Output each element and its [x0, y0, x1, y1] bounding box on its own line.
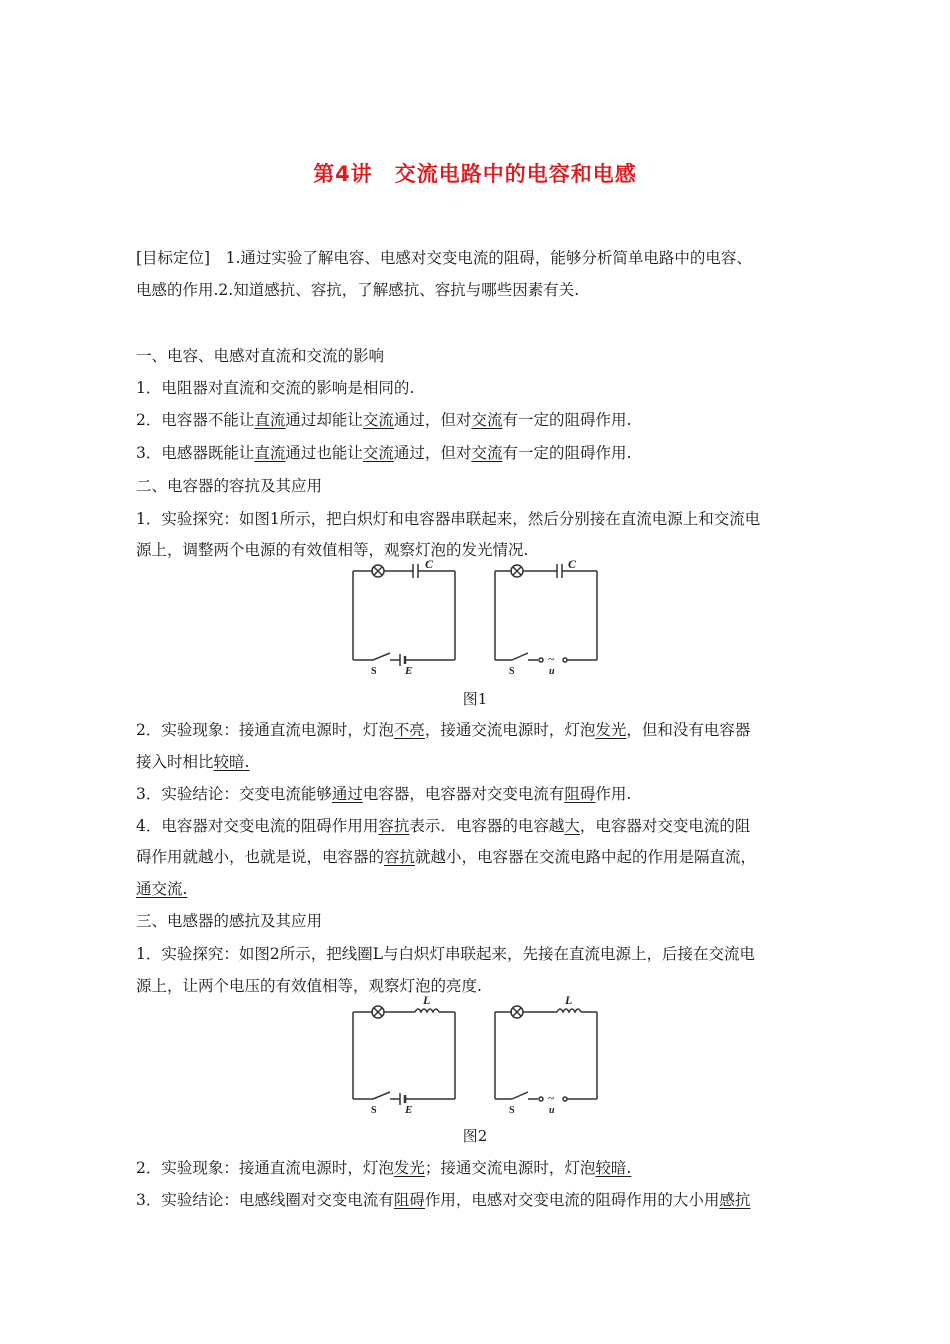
- switch-label: S: [509, 666, 515, 676]
- s3-item-3: 3．实验结论：电感线圈对交变电流有阻碍作用，电感对交变电流的阻碍作用的大小用感抗: [136, 1191, 751, 1209]
- s1-item-1: 1．电阻器对直流和交流的影响是相同的.: [136, 379, 415, 397]
- inductor-label: L: [565, 993, 573, 1007]
- battery-label: E: [405, 665, 413, 676]
- s3-item-1-line-2: 源上，让两个电压的有效值相等，观察灯泡的亮度.: [136, 977, 482, 995]
- answer-blank: 阻碍: [393, 1191, 425, 1209]
- inductor-icon: [415, 1009, 439, 1012]
- goal-line-2: 电感的作用.2.知道感抗、容抗，了解感抗、容抗与哪些因素有关.: [136, 281, 580, 299]
- figure-1-circuits: [345, 556, 605, 676]
- s3-item-2: 2．实验现象：接通直流电源时，灯泡发光；接通交流电源时，灯泡较暗.: [136, 1159, 632, 1177]
- section-2-heading: 二、电容器的容抗及其应用: [136, 477, 323, 495]
- answer-blank: 交流: [471, 444, 503, 462]
- answer-blank: 较暗.: [213, 753, 250, 771]
- s2-item-4-line-2: 碍作用就越小，也就是说，电容器的容抗就越小，电容器在交流电路中起的作用是隔直流，: [136, 848, 757, 866]
- figure-2-circuits: [345, 992, 605, 1117]
- ac-source-label: u: [549, 666, 555, 676]
- switch-icon: [512, 653, 528, 660]
- battery-label: E: [405, 1104, 413, 1116]
- answer-blank: 大: [564, 817, 580, 835]
- capacitor-label: C: [425, 557, 434, 571]
- s2-item-3: 3．实验结论：交变电流能够通过电容器，电容器对交变电流有阻碍作用.: [136, 785, 632, 803]
- ac-source-label: u: [549, 1105, 555, 1116]
- answer-blank: 发光: [595, 721, 627, 739]
- answer-blank: 直流: [254, 411, 286, 429]
- switch-icon: [373, 653, 390, 660]
- goal-line-1: [目标定位] 1.通过实验了解电容、电感对交变电流的阻碍，能够分析简单电路中的电容、: [136, 249, 752, 267]
- answer-blank: 较暗.: [595, 1159, 632, 1177]
- switch-icon: [373, 1092, 390, 1099]
- s1-item-3: 3．电感器既能让直流通过也能让交流通过，但对交流有一定的阻碍作用.: [136, 444, 632, 462]
- ac-terminal-icon: [539, 1097, 543, 1101]
- inductor-icon: [557, 1009, 581, 1012]
- answer-blank: 通交流.: [136, 880, 188, 898]
- figure-1-caption: 图1: [462, 690, 488, 708]
- figure-2-caption: 图2: [462, 1127, 488, 1145]
- answer-blank: 交流: [362, 444, 394, 462]
- answer-blank: 感抗: [719, 1191, 751, 1209]
- section-3-heading: 三、电感器的感抗及其应用: [136, 912, 323, 930]
- answer-blank: 阻碍: [564, 785, 596, 803]
- page-title: 第4讲 交流电路中的电容和电感: [313, 162, 637, 186]
- ac-symbol: ~: [548, 652, 555, 666]
- switch-icon: [512, 1092, 528, 1099]
- section-1-heading: 一、电容、电感对直流和交流的影响: [136, 347, 385, 365]
- ac-terminal-icon: [539, 658, 543, 662]
- answer-blank: 容抗: [378, 817, 410, 835]
- answer-blank: 不亮: [393, 721, 425, 739]
- s1-item-2: 2．电容器不能让直流通过却能让交流通过，但对交流有一定的阻碍作用.: [136, 411, 632, 429]
- s2-item-4-line-1: 4．电容器对交变电流的阻碍作用用容抗表示．电容器的电容越大，电容器对交变电流的阻: [136, 817, 751, 835]
- inductor-label: L: [423, 993, 431, 1007]
- s2-item-2-line-1: 2．实验现象：接通直流电源时，灯泡不亮，接通交流电源时，灯泡发光，但和没有电容器: [136, 721, 751, 739]
- answer-blank: 交流: [471, 411, 503, 429]
- capacitor-label: C: [568, 557, 577, 571]
- answer-blank: 直流: [254, 444, 286, 462]
- answer-blank: 交流: [362, 411, 394, 429]
- s3-item-1-line-1: 1．实验探究：如图2所示，把线圈L与白炽灯串联起来，先接在直流电源上，后接在交流电: [136, 945, 756, 963]
- s2-item-2-line-2: 接入时相比较暗.: [136, 753, 250, 771]
- switch-label: S: [371, 1105, 377, 1116]
- switch-label: S: [371, 666, 377, 676]
- answer-blank: 容抗: [384, 848, 416, 866]
- s2-item-1-line-1: 1．实验探究：如图1所示，把白炽灯和电容器串联起来，然后分别接在直流电源上和交流电: [136, 510, 761, 528]
- s2-item-4-line-3: [136, 879, 826, 899]
- answer-blank: 通过: [331, 785, 363, 803]
- switch-label: S: [509, 1105, 515, 1116]
- s2-item-1-line-2: 源上，调整两个电源的有效值相等，观察灯泡的发光情况.: [136, 541, 529, 559]
- ac-symbol: ~: [548, 1091, 555, 1105]
- answer-blank: 发光: [393, 1159, 425, 1177]
